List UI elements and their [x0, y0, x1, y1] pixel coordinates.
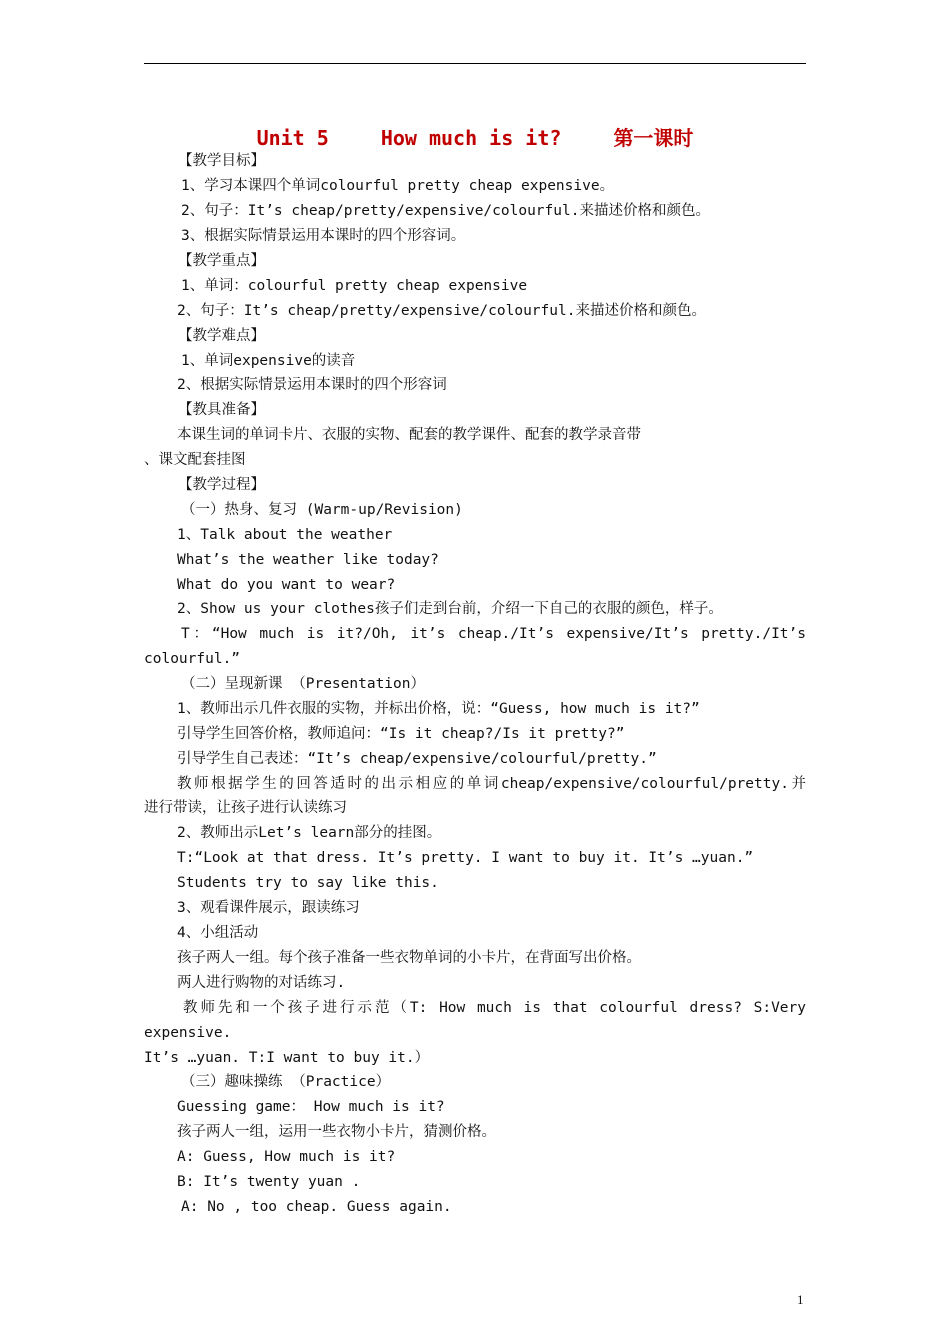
- text-line: 2、教师出示Let’s learn部分的挂图。: [177, 825, 442, 841]
- title-lesson: 第一课时: [613, 126, 694, 150]
- text-line: 教师先和一个孩子进行示范（T: How much is that colourful dress? S:Very: [183, 1000, 806, 1016]
- text-line: What’s the weather like today?: [177, 552, 439, 568]
- header-rule: [144, 63, 806, 64]
- text-line: What do you want to wear?: [177, 577, 396, 593]
- text-line: 1、学习本课四个单词colourful pretty cheap expensive。: [181, 178, 615, 194]
- text-line: T：“How much is it?/Oh, it’s cheap./It’s expensive/It’s pretty./It’s: [181, 626, 806, 642]
- text-line: 引导学生回答价格，教师追问：“Is it cheap?/Is it pretty?”: [177, 726, 625, 742]
- title-question: How much is it?: [380, 126, 562, 150]
- text-line: 3、根据实际情景运用本课时的四个形容词。: [181, 228, 466, 244]
- text-line: 引导学生自己表述：“It’s cheap/expensive/colourful/pretty.”: [177, 751, 657, 767]
- text-line: T:“Look at that dress. It’s pretty. I want to buy it. It’s …yuan.”: [177, 850, 754, 866]
- text-line: 、课文配套挂图: [144, 452, 246, 468]
- text-line: 孩子两人一组。每个孩子准备一些衣物单词的小卡片，在背面写出价格。: [177, 950, 641, 966]
- page-number: 1: [797, 1292, 804, 1307]
- subsection-heading: （三）趣味操练 （Practice）: [181, 1074, 391, 1090]
- text-line: 1、单词expensive的读音: [181, 353, 356, 369]
- text-line: 4、小组活动: [177, 925, 259, 941]
- title-unit: Unit 5: [256, 126, 329, 150]
- text-line: B: It’s twenty yuan .: [177, 1174, 361, 1190]
- section-heading-objectives: 【教学目标】: [178, 153, 265, 169]
- text-line: 两人进行购物的对话练习.: [177, 975, 346, 991]
- text-line: 2、句子：It’s cheap/pretty/expensive/colourful.来描述价格和颜色。: [177, 303, 706, 319]
- text-line: It’s …yuan. T:I want to buy it.）: [144, 1050, 430, 1066]
- text-line: 1、Talk about the weather: [177, 527, 393, 543]
- subsection-heading: （一）热身、复习 (Warm-up/Revision): [181, 502, 463, 518]
- subsection-heading: （二）呈现新课 （Presentation）: [181, 676, 425, 692]
- text-line: 本课生词的单词卡片、衣服的实物、配套的教学课件、配套的教学录音带: [177, 427, 641, 443]
- text-line: 2、根据实际情景运用本课时的四个形容词: [177, 377, 447, 393]
- text-line: A: Guess, How much is it?: [177, 1149, 396, 1165]
- text-line: 孩子两人一组，运用一些衣物小卡片，猜测价格。: [177, 1124, 496, 1140]
- section-heading-materials: 【教具准备】: [178, 402, 265, 418]
- document-title: [0, 122, 950, 151]
- text-line: 3、观看课件展示，跟读练习: [177, 900, 360, 916]
- text-line: expensive.: [144, 1025, 232, 1041]
- text-line: 教师根据学生的回答适时的出示相应的单词cheap/expensive/colourful/pretty.并: [177, 776, 806, 792]
- text-line: 进行带读，让孩子进行认读练习: [144, 800, 347, 816]
- text-line: Guessing game： How much is it?: [177, 1099, 445, 1115]
- section-heading-process: 【教学过程】: [178, 477, 265, 493]
- text-line: Students try to say like this.: [177, 875, 439, 891]
- text-line: 2、句子：It’s cheap/pretty/expensive/colourful.来描述价格和颜色。: [181, 203, 710, 219]
- section-heading-difficulties: 【教学难点】: [178, 328, 265, 344]
- text-line: colourful.”: [144, 651, 241, 667]
- text-line: 1、单词：colourful pretty cheap expensive: [181, 278, 528, 294]
- text-line: 1、教师出示几件衣服的实物，并标出价格，说：“Guess, how much is it?”: [177, 701, 700, 717]
- text-line: A: No , too cheap. Guess again.: [181, 1199, 452, 1215]
- text-line: 2、Show us your clothes孩子们走到台前，介绍一下自己的衣服的颜色，样子。: [177, 601, 723, 617]
- section-heading-key-points: 【教学重点】: [178, 253, 265, 269]
